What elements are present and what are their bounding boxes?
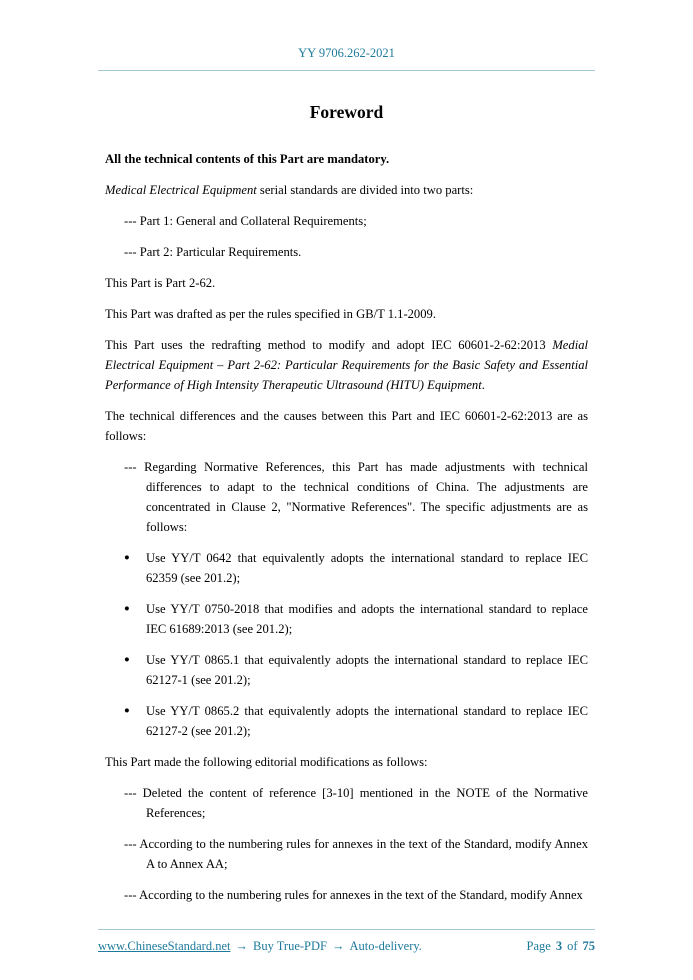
dash-list-item — [105, 457, 588, 537]
dash-list-item — [105, 783, 588, 823]
footer-delivery-text: Auto-delivery. — [349, 939, 422, 953]
page-header — [98, 46, 595, 71]
text-segment: --- Regarding Normative References, this Part has made adjustments with technical differences to adapt to the technical conditions of China. The adjustments are concentrated in Clause 2, "Normative References". The specific adjustments are as follows: — [124, 460, 588, 534]
text-segment: This Part uses the redrafting method to modify and adopt IEC 60601-2-62:2013 — [105, 338, 553, 352]
text-segment: --- According to the numbering rules for annexes in the text of the Standard, modify Annex — [124, 888, 583, 902]
section-title: Foreword — [309, 102, 384, 122]
text-segment: . — [481, 378, 485, 392]
text-segment: This Part was drafted as per the rules specified in GB/T 1.1-2009. — [105, 307, 436, 321]
text-segment: Use YY/T 0865.1 that equivalently adopts the international standard to replace IEC 62127-1 (see 201.2); — [146, 653, 588, 687]
bullet-list-item — [105, 701, 588, 741]
dash-list-item — [105, 211, 588, 231]
document-content — [105, 72, 588, 916]
dash-list-item — [105, 242, 588, 262]
arrow-icon: → — [235, 939, 248, 953]
paragraph — [105, 273, 588, 293]
text-segment: This Part made the following editorial modifications as follows: — [105, 755, 428, 769]
text-segment: serial standards are divided into two parts: — [256, 183, 474, 197]
text-segment: Use YY/T 0642 that equivalently adopts the international standard to replace IEC 62359 (see 201.2); — [146, 551, 588, 585]
text-segment: This Part is Part 2-62. — [105, 276, 216, 290]
paragraph — [105, 304, 588, 324]
footer-buy-text: Buy True-PDF — [253, 939, 327, 953]
bullet-list-item — [105, 650, 588, 690]
document-number: YY 9706.262-2021 — [298, 46, 395, 60]
bullet-icon: ● — [124, 706, 130, 716]
text-segment: --- According to the numbering rules for annexes in the text of the Standard, modify Annex A to Annex AA; — [124, 837, 588, 871]
text-segment: --- Deleted the content of reference [3-10] mentioned in the NOTE of the Normative References; — [124, 786, 588, 820]
page-indicator — [527, 939, 595, 954]
current-page-number: 3 — [555, 939, 563, 953]
text-segment: Use YY/T 0750-2018 that modifies and adopts the international standard to replace IEC 61689:2013 (see 201.2); — [146, 602, 588, 636]
bullet-icon: ● — [124, 553, 130, 563]
paragraph — [105, 149, 588, 169]
total-pages-number: 75 — [582, 939, 595, 953]
website-link[interactable]: www.ChineseStandard.net — [98, 939, 231, 953]
page-label: Page — [526, 939, 551, 953]
bullet-icon: ● — [124, 655, 130, 665]
of-label: of — [567, 939, 578, 953]
footer-left — [98, 939, 422, 954]
bullet-icon: ● — [124, 604, 130, 614]
paragraph — [105, 180, 588, 200]
text-segment: Use YY/T 0865.2 that equivalently adopts the international standard to replace IEC 62127-2 (see 201.2); — [146, 704, 588, 738]
bullet-list-item — [105, 548, 588, 588]
arrow-icon: → — [332, 939, 345, 953]
text-segment: Medial Electrical Equipment – Part 2-62: Particular Requirements for the Basic Safety and Essential Performance of High Intensity Therapeutic Ultrasound (HITU) Equipment — [105, 338, 588, 392]
text-segment: --- Part 2: Particular Requirements. — [124, 245, 302, 259]
bullet-list-item — [105, 599, 588, 639]
dash-list-item — [105, 834, 588, 874]
paragraph — [105, 406, 588, 446]
paragraph — [105, 752, 588, 772]
text-segment: The technical differences and the causes between this Part and IEC 60601-2-62:2013 are as follows: — [105, 409, 588, 443]
document-body — [105, 149, 588, 905]
text-segment: Medical Electrical Equipment — [105, 183, 257, 197]
text-segment: --- Part 1: General and Collateral Requirements; — [124, 214, 367, 228]
paragraph — [105, 335, 588, 395]
dash-list-item — [105, 885, 588, 905]
page-footer — [98, 929, 595, 954]
text-segment: All the technical contents of this Part are mandatory. — [105, 152, 390, 166]
